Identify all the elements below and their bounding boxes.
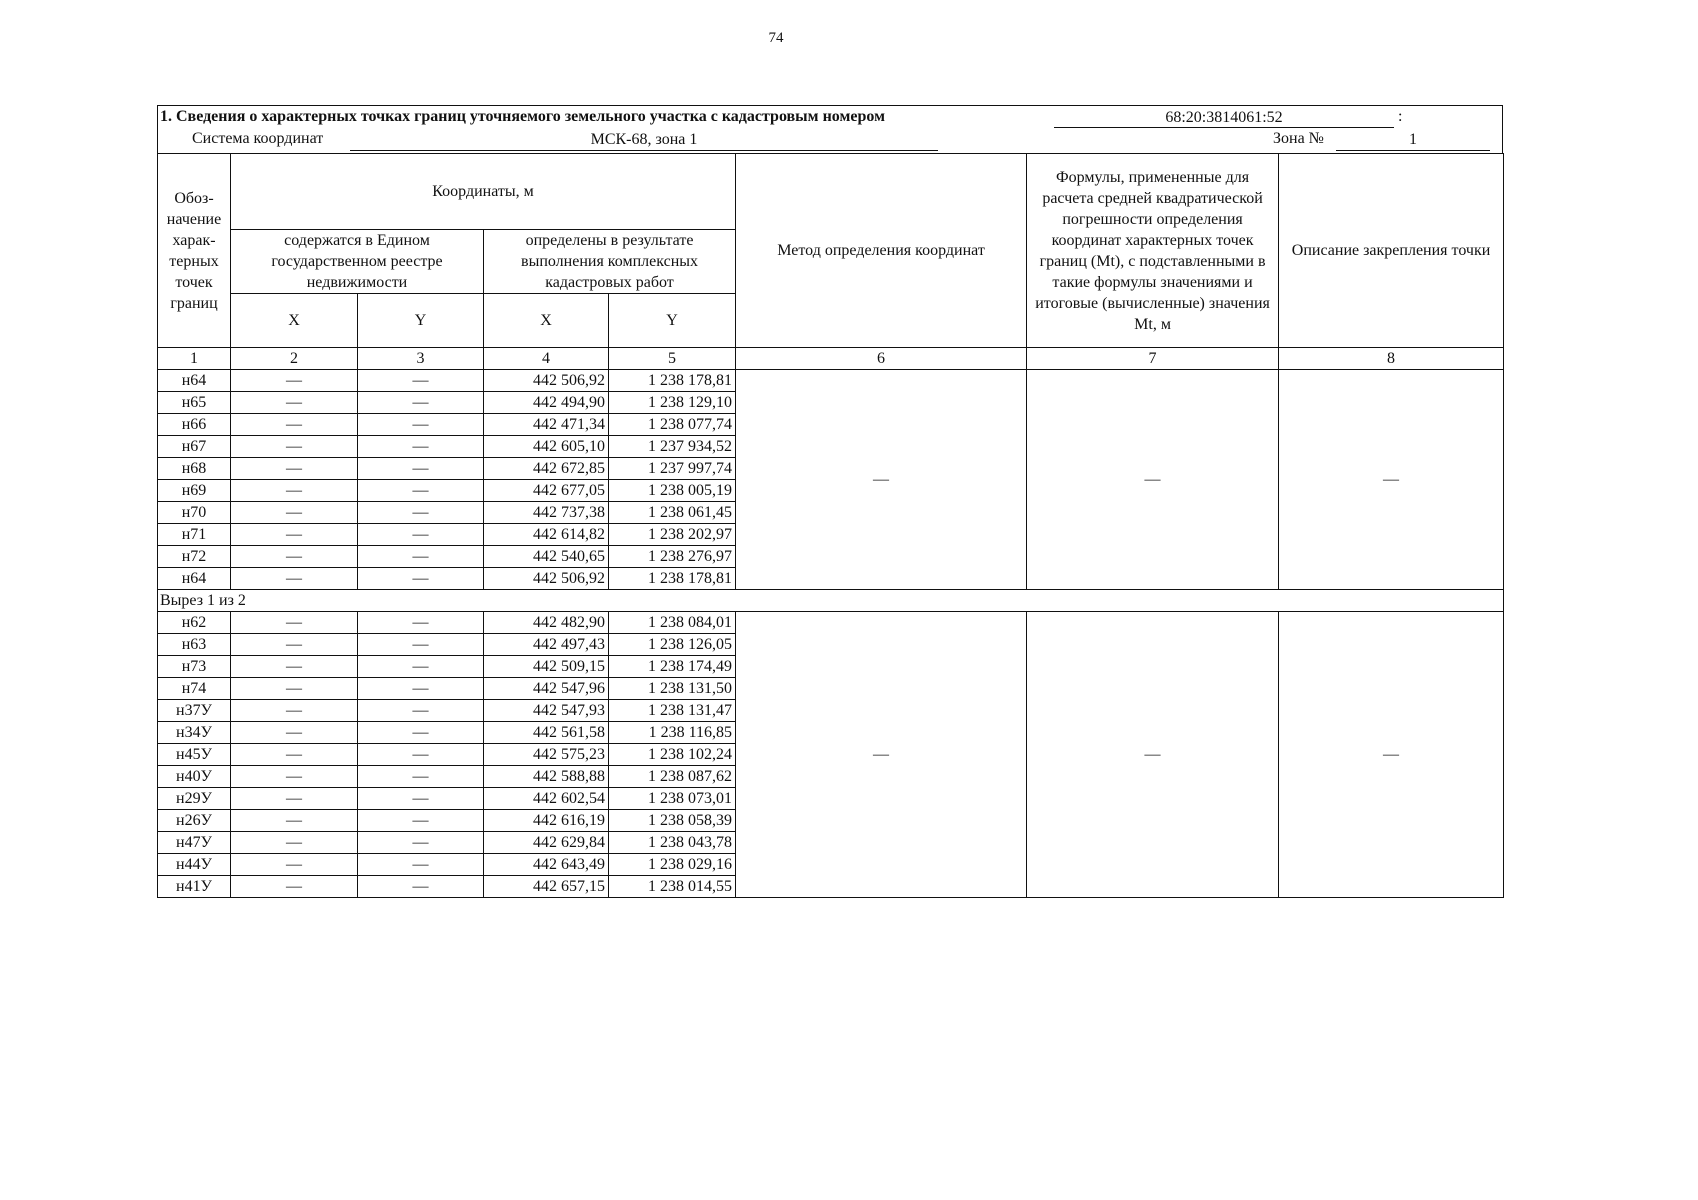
x-cell: 442 737,38 bbox=[484, 502, 609, 524]
point-cell: н70 bbox=[158, 502, 231, 524]
coord-system-value: МСК-68, зона 1 bbox=[350, 130, 938, 151]
x-egrn-cell: — bbox=[231, 678, 358, 700]
y-egrn-cell: — bbox=[358, 810, 484, 832]
column-number: 8 bbox=[1279, 348, 1504, 370]
column-number: 3 bbox=[358, 348, 484, 370]
y-egrn-cell: — bbox=[358, 480, 484, 502]
col-header-kkr: определены в результате выполнения комплексных кадастровых работ bbox=[484, 230, 736, 294]
y-egrn-cell: — bbox=[358, 568, 484, 590]
point-cell: н62 bbox=[158, 612, 231, 634]
section-title: 1. Сведения о характерных точках границ уточняемого земельного участка с кадастровым номером bbox=[160, 108, 885, 125]
x-cell: 442 602,54 bbox=[484, 788, 609, 810]
point-cell: н66 bbox=[158, 414, 231, 436]
x-cell: 442 588,88 bbox=[484, 766, 609, 788]
y-cell: 1 238 178,81 bbox=[609, 568, 736, 590]
x-egrn-cell: — bbox=[231, 788, 358, 810]
point-cell: н45У bbox=[158, 744, 231, 766]
col-header-x-kkr: X bbox=[484, 294, 609, 348]
point-cell: н74 bbox=[158, 678, 231, 700]
y-egrn-cell: — bbox=[358, 634, 484, 656]
y-egrn-cell: — bbox=[358, 612, 484, 634]
y-cell: 1 238 174,49 bbox=[609, 656, 736, 678]
y-cell: 1 238 202,97 bbox=[609, 524, 736, 546]
x-egrn-cell: — bbox=[231, 502, 358, 524]
zone-label: Зона № bbox=[1273, 130, 1324, 147]
y-egrn-cell: — bbox=[358, 392, 484, 414]
block1-body bbox=[158, 370, 1504, 590]
x-cell: 442 575,23 bbox=[484, 744, 609, 766]
y-egrn-cell: — bbox=[358, 370, 484, 392]
page-number: 74 bbox=[768, 30, 784, 46]
col-header-x-egrn: X bbox=[231, 294, 358, 348]
x-cell: 442 643,49 bbox=[484, 854, 609, 876]
y-cell: 1 238 131,47 bbox=[609, 700, 736, 722]
section-label: Вырез 1 из 2 bbox=[158, 590, 1504, 612]
x-egrn-cell: — bbox=[231, 524, 358, 546]
coord-system-label: Система координат bbox=[192, 130, 324, 147]
point-cell: н64 bbox=[158, 568, 231, 590]
col-header-y-egrn: Y bbox=[358, 294, 484, 348]
document-table-wrapper bbox=[157, 105, 1503, 898]
y-cell: 1 238 087,62 bbox=[609, 766, 736, 788]
zone-value: 1 bbox=[1336, 130, 1490, 151]
x-egrn-cell: — bbox=[231, 612, 358, 634]
point-cell: н67 bbox=[158, 436, 231, 458]
table-row bbox=[158, 612, 1504, 634]
x-cell: 442 547,93 bbox=[484, 700, 609, 722]
x-cell: 442 540,65 bbox=[484, 546, 609, 568]
x-cell: 442 629,84 bbox=[484, 832, 609, 854]
y-egrn-cell: — bbox=[358, 414, 484, 436]
y-cell: 1 238 014,55 bbox=[609, 876, 736, 898]
col-header-description: Описание закрепления точки bbox=[1279, 154, 1504, 348]
x-cell: 442 672,85 bbox=[484, 458, 609, 480]
x-egrn-cell: — bbox=[231, 392, 358, 414]
y-egrn-cell: — bbox=[358, 854, 484, 876]
y-egrn-cell: — bbox=[358, 788, 484, 810]
x-egrn-cell: — bbox=[231, 744, 358, 766]
y-cell: 1 238 116,85 bbox=[609, 722, 736, 744]
y-cell: 1 238 126,05 bbox=[609, 634, 736, 656]
y-egrn-cell: — bbox=[358, 722, 484, 744]
y-cell: 1 238 178,81 bbox=[609, 370, 736, 392]
y-cell: 1 238 005,19 bbox=[609, 480, 736, 502]
y-cell: 1 238 058,39 bbox=[609, 810, 736, 832]
y-cell: 1 238 102,24 bbox=[609, 744, 736, 766]
x-cell: 442 547,96 bbox=[484, 678, 609, 700]
x-egrn-cell: — bbox=[231, 810, 358, 832]
y-egrn-cell: — bbox=[358, 744, 484, 766]
cadastral-number: 68:20:3814061:52 bbox=[1054, 108, 1394, 128]
col-header-coordinates: Координаты, м bbox=[231, 154, 736, 230]
method-cell: — bbox=[736, 612, 1027, 898]
x-cell: 442 657,15 bbox=[484, 876, 609, 898]
y-egrn-cell: — bbox=[358, 832, 484, 854]
y-egrn-cell: — bbox=[358, 876, 484, 898]
y-cell: 1 238 073,01 bbox=[609, 788, 736, 810]
point-cell: н47У bbox=[158, 832, 231, 854]
x-cell: 442 471,34 bbox=[484, 414, 609, 436]
x-cell: 442 561,58 bbox=[484, 722, 609, 744]
y-egrn-cell: — bbox=[358, 700, 484, 722]
x-egrn-cell: — bbox=[231, 436, 358, 458]
y-cell: 1 238 084,01 bbox=[609, 612, 736, 634]
x-egrn-cell: — bbox=[231, 458, 358, 480]
y-egrn-cell: — bbox=[358, 656, 484, 678]
x-egrn-cell: — bbox=[231, 766, 358, 788]
x-egrn-cell: — bbox=[231, 414, 358, 436]
point-cell: н26У bbox=[158, 810, 231, 832]
y-cell: 1 238 276,97 bbox=[609, 546, 736, 568]
point-cell: н37У bbox=[158, 700, 231, 722]
column-number: 6 bbox=[736, 348, 1027, 370]
point-cell: н63 bbox=[158, 634, 231, 656]
column-number: 7 bbox=[1027, 348, 1279, 370]
x-cell: 442 506,92 bbox=[484, 370, 609, 392]
y-egrn-cell: — bbox=[358, 502, 484, 524]
point-cell: н34У bbox=[158, 722, 231, 744]
x-egrn-cell: — bbox=[231, 634, 358, 656]
x-cell: 442 605,10 bbox=[484, 436, 609, 458]
block2-body bbox=[158, 612, 1504, 898]
y-cell: 1 238 131,50 bbox=[609, 678, 736, 700]
y-cell: 1 238 077,74 bbox=[609, 414, 736, 436]
point-cell: н40У bbox=[158, 766, 231, 788]
y-cell: 1 238 029,16 bbox=[609, 854, 736, 876]
col-header-y-kkr: Y bbox=[609, 294, 736, 348]
x-egrn-cell: — bbox=[231, 832, 358, 854]
point-cell: н69 bbox=[158, 480, 231, 502]
x-cell: 442 509,15 bbox=[484, 656, 609, 678]
x-cell: 442 482,90 bbox=[484, 612, 609, 634]
x-cell: 442 614,82 bbox=[484, 524, 609, 546]
boundary-points-table bbox=[157, 153, 1504, 898]
point-cell: н73 bbox=[158, 656, 231, 678]
table-row bbox=[158, 370, 1504, 392]
point-cell: н44У bbox=[158, 854, 231, 876]
description-cell: — bbox=[1279, 370, 1504, 590]
y-egrn-cell: — bbox=[358, 766, 484, 788]
column-numbers-row bbox=[158, 348, 1504, 370]
x-cell: 442 494,90 bbox=[484, 392, 609, 414]
y-egrn-cell: — bbox=[358, 458, 484, 480]
column-number: 2 bbox=[231, 348, 358, 370]
x-egrn-cell: — bbox=[231, 876, 358, 898]
y-egrn-cell: — bbox=[358, 524, 484, 546]
col-header-egrn: содержатся в Едином государственном реестре недвижимости bbox=[231, 230, 484, 294]
formulas-cell: — bbox=[1027, 612, 1279, 898]
y-egrn-cell: — bbox=[358, 436, 484, 458]
cadastral-suffix: : bbox=[1398, 108, 1403, 125]
x-cell: 442 677,05 bbox=[484, 480, 609, 502]
point-cell: н71 bbox=[158, 524, 231, 546]
y-cell: 1 238 129,10 bbox=[609, 392, 736, 414]
y-cell: 1 237 997,74 bbox=[609, 458, 736, 480]
x-egrn-cell: — bbox=[231, 480, 358, 502]
column-number: 4 bbox=[484, 348, 609, 370]
point-cell: н64 bbox=[158, 370, 231, 392]
point-cell: н41У bbox=[158, 876, 231, 898]
section-row bbox=[158, 590, 1504, 612]
point-cell: н65 bbox=[158, 392, 231, 414]
formulas-cell: — bbox=[1027, 370, 1279, 590]
x-cell: 442 506,92 bbox=[484, 568, 609, 590]
y-cell: 1 238 061,45 bbox=[609, 502, 736, 524]
method-cell: — bbox=[736, 370, 1027, 590]
point-cell: н29У bbox=[158, 788, 231, 810]
description-cell: — bbox=[1279, 612, 1504, 898]
column-number: 1 bbox=[158, 348, 231, 370]
x-cell: 442 616,19 bbox=[484, 810, 609, 832]
y-egrn-cell: — bbox=[358, 546, 484, 568]
x-egrn-cell: — bbox=[231, 854, 358, 876]
y-cell: 1 238 043,78 bbox=[609, 832, 736, 854]
y-cell: 1 237 934,52 bbox=[609, 436, 736, 458]
point-cell: н68 bbox=[158, 458, 231, 480]
section-separator bbox=[158, 590, 1504, 612]
x-egrn-cell: — bbox=[231, 568, 358, 590]
col-header-formulas: Формулы, примененные для расчета средней квадратической погрешности определения координат характерных точек границ (Mt), с подставленными в такие формулы значениями и итоговые (вычисленные) значения Mt, м bbox=[1027, 154, 1279, 348]
x-egrn-cell: — bbox=[231, 722, 358, 744]
col-header-designation: Обоз-начение харак-терных точек границ bbox=[158, 154, 231, 348]
x-cell: 442 497,43 bbox=[484, 634, 609, 656]
x-egrn-cell: — bbox=[231, 370, 358, 392]
column-number: 5 bbox=[609, 348, 736, 370]
x-egrn-cell: — bbox=[231, 656, 358, 678]
x-egrn-cell: — bbox=[231, 546, 358, 568]
col-header-method: Метод определения координат bbox=[736, 154, 1027, 348]
point-cell: н72 bbox=[158, 546, 231, 568]
document-header bbox=[157, 105, 1503, 153]
y-egrn-cell: — bbox=[358, 678, 484, 700]
x-egrn-cell: — bbox=[231, 700, 358, 722]
